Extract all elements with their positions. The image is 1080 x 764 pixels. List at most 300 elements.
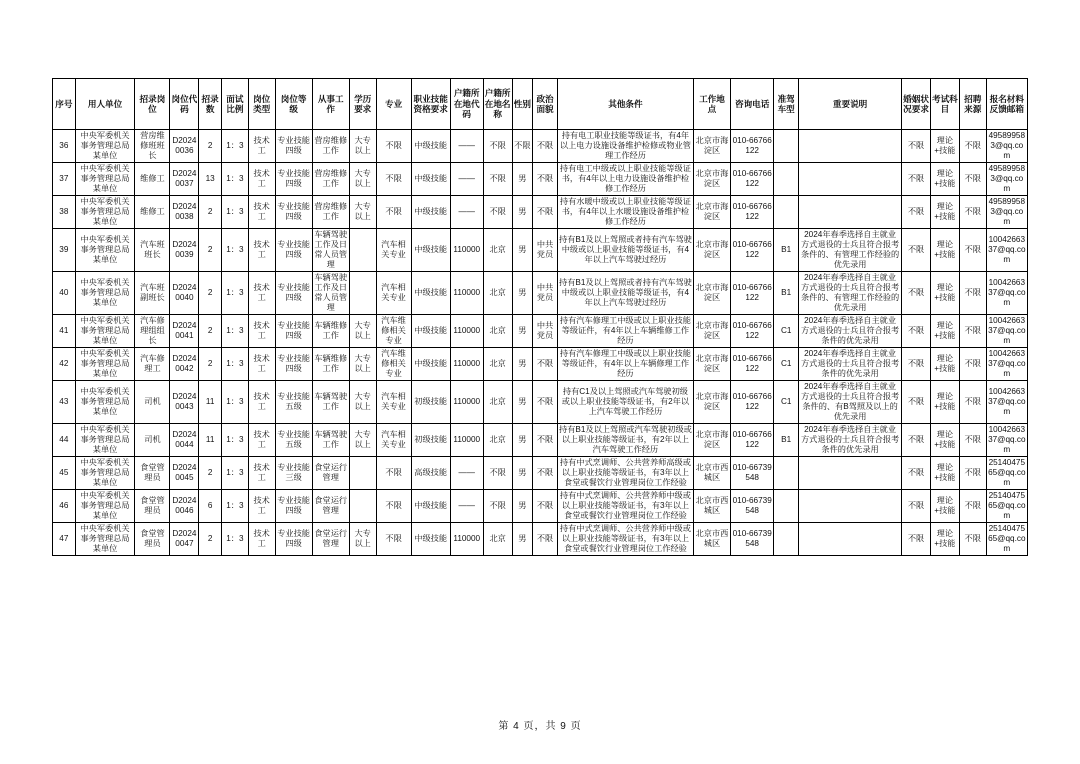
cell-edu: 大专以上 [349, 424, 376, 457]
cell-hk-code: 110000 [450, 272, 483, 315]
cell-other: 持有B1及以上驾照或者持有汽车驾驶中级或以上职业技能等级证书，有4年以上汽车驾驶过经历 [557, 229, 693, 272]
cell-other: 持有电工中级或以上职业技能等级证书，有4年以上电力设施设备维护检修工作经历 [557, 163, 693, 196]
cell-ratio: 1：3 [221, 523, 248, 556]
cell-unit: 中央军委机关事务管理总局某单位 [75, 457, 135, 490]
cell-hk-name: 北京 [483, 272, 512, 315]
col-code: 岗位代码 [170, 79, 199, 130]
cell-license [774, 196, 799, 229]
cell-other: 持有中式烹调师、公共营养师中级或以上职业技能等级证书，有3年以上食堂或餐饮行业管理岗位工作经验 [557, 490, 693, 523]
cell-work: 车辆驾驶工作 [312, 424, 349, 457]
cell-major: 汽车相关专业 [376, 424, 411, 457]
cell-unit: 中央军委机关事务管理总局某单位 [75, 163, 135, 196]
cell-hk-code: —— [450, 457, 483, 490]
cell-unit: 中央军委机关事务管理总局某单位 [75, 523, 135, 556]
col-email: 报名材料反馈邮箱 [986, 79, 1027, 130]
cell-ratio: 1：3 [221, 348, 248, 381]
cell-post: 汽车修理工 [135, 348, 170, 381]
table-body [53, 130, 1028, 556]
cell-email: 25140475 65@qq.com [986, 523, 1027, 556]
cell-count: 13 [199, 163, 222, 196]
cell-gender: 男 [512, 348, 533, 381]
cell-email: 10042663 37@qq.com [986, 272, 1027, 315]
cell-subject: 理论+技能 [930, 490, 959, 523]
cell-marriage: 不限 [902, 457, 931, 490]
cell-count: 2 [199, 457, 222, 490]
cell-place: 北京市海淀区 [693, 163, 730, 196]
cell-phone: 010-66739548 [731, 457, 774, 490]
cell-edu: 大专以上 [349, 523, 376, 556]
cell-subject: 理论+技能 [930, 196, 959, 229]
cell-ratio: 1：3 [221, 130, 248, 163]
cell-hk-name: 不限 [483, 490, 512, 523]
cell-source: 不限 [959, 523, 986, 556]
cell-skill: 中级技能 [411, 196, 450, 229]
cell-note [799, 163, 902, 196]
cell-political: 中共党员 [533, 272, 558, 315]
table-row [53, 523, 1028, 556]
cell-code: D2024 0037 [170, 163, 199, 196]
col-skill: 职业技能资格要求 [411, 79, 450, 130]
cell-unit: 中央军委机关事务管理总局某单位 [75, 196, 135, 229]
cell-major: 汽车维修相关专业 [376, 315, 411, 348]
cell-seq: 45 [53, 457, 76, 490]
table-header-row [53, 79, 1028, 130]
cell-place: 北京市海淀区 [693, 315, 730, 348]
cell-subject: 理论+技能 [930, 523, 959, 556]
col-subject: 考试科目 [930, 79, 959, 130]
cell-license: C1 [774, 348, 799, 381]
cell-ratio: 1：3 [221, 163, 248, 196]
cell-ratio: 1：3 [221, 490, 248, 523]
cell-type: 技术工 [248, 490, 275, 523]
cell-place: 北京市海淀区 [693, 272, 730, 315]
cell-marriage: 不限 [902, 130, 931, 163]
cell-email: 10042663 37@qq.com [986, 315, 1027, 348]
cell-level: 专业技能五级 [275, 381, 312, 424]
cell-hk-name: 不限 [483, 130, 512, 163]
cell-note [799, 490, 902, 523]
cell-email: 25140475 65@qq.com [986, 457, 1027, 490]
cell-phone: 010-66766122 [731, 196, 774, 229]
cell-major: 不限 [376, 490, 411, 523]
cell-place: 北京市海淀区 [693, 381, 730, 424]
cell-phone: 010-66766122 [731, 348, 774, 381]
cell-email: 49589958 3@qq.com [986, 163, 1027, 196]
cell-email: 25140475 65@qq.com [986, 490, 1027, 523]
cell-ratio: 1：3 [221, 272, 248, 315]
cell-marriage: 不限 [902, 490, 931, 523]
cell-gender: 男 [512, 272, 533, 315]
cell-phone: 010-66766122 [731, 381, 774, 424]
page-footer: 第 4 页，共 9 页 [498, 721, 582, 732]
table-row [53, 490, 1028, 523]
cell-ratio: 1：3 [221, 457, 248, 490]
cell-phone: 010-66739548 [731, 523, 774, 556]
cell-type: 技术工 [248, 229, 275, 272]
cell-post: 司机 [135, 424, 170, 457]
cell-work: 车辆驾驶工作 [312, 381, 349, 424]
cell-hk-name: 不限 [483, 163, 512, 196]
cell-work: 车辆维修工作 [312, 315, 349, 348]
cell-count: 2 [199, 523, 222, 556]
cell-seq: 37 [53, 163, 76, 196]
cell-source: 不限 [959, 490, 986, 523]
cell-major: 汽车相关专业 [376, 381, 411, 424]
cell-edu [349, 229, 376, 272]
cell-seq: 42 [53, 348, 76, 381]
table-row [53, 229, 1028, 272]
cell-count: 11 [199, 424, 222, 457]
cell-hk-name: 北京 [483, 523, 512, 556]
col-unit: 用人单位 [75, 79, 135, 130]
cell-work: 车辆驾驶工作及日常人员管理 [312, 229, 349, 272]
cell-source: 不限 [959, 196, 986, 229]
cell-note: 2024年春季选择自主就业方式退役的士兵且符合报考条件的优先录用 [799, 424, 902, 457]
cell-unit: 中央军委机关事务管理总局某单位 [75, 490, 135, 523]
cell-hk-code: 110000 [450, 381, 483, 424]
recruitment-table [52, 78, 1028, 556]
cell-subject: 理论+技能 [930, 130, 959, 163]
cell-place: 北京市西城区 [693, 457, 730, 490]
cell-ratio: 1：3 [221, 196, 248, 229]
cell-work: 营房维修工作 [312, 163, 349, 196]
cell-marriage: 不限 [902, 272, 931, 315]
cell-edu: 大专以上 [349, 196, 376, 229]
table-row [53, 272, 1028, 315]
cell-code: D2024 0041 [170, 315, 199, 348]
cell-gender: 男 [512, 457, 533, 490]
cell-code: D2024 0047 [170, 523, 199, 556]
cell-gender: 男 [512, 229, 533, 272]
cell-level: 专业技能四级 [275, 130, 312, 163]
cell-place: 北京市海淀区 [693, 424, 730, 457]
cell-license: B1 [774, 272, 799, 315]
cell-political: 中共党员 [533, 229, 558, 272]
cell-political: 不限 [533, 523, 558, 556]
cell-political: 不限 [533, 163, 558, 196]
cell-skill: 中级技能 [411, 229, 450, 272]
cell-post: 食堂管理员 [135, 523, 170, 556]
cell-type: 技术工 [248, 163, 275, 196]
cell-gender: 男 [512, 381, 533, 424]
cell-post: 营房维修班班长 [135, 130, 170, 163]
cell-skill: 中级技能 [411, 315, 450, 348]
cell-skill: 初级技能 [411, 381, 450, 424]
cell-marriage: 不限 [902, 348, 931, 381]
cell-email: 10042663 37@qq.com [986, 229, 1027, 272]
cell-source: 不限 [959, 315, 986, 348]
cell-code: D2024 0042 [170, 348, 199, 381]
cell-note [799, 457, 902, 490]
cell-subject: 理论+技能 [930, 381, 959, 424]
table-row [53, 348, 1028, 381]
col-work: 从事工作 [312, 79, 349, 130]
cell-post: 汽车班班长 [135, 229, 170, 272]
cell-source: 不限 [959, 130, 986, 163]
cell-type: 技术工 [248, 424, 275, 457]
cell-place: 北京市海淀区 [693, 130, 730, 163]
cell-subject: 理论+技能 [930, 229, 959, 272]
cell-type: 技术工 [248, 130, 275, 163]
cell-seq: 36 [53, 130, 76, 163]
table-row [53, 457, 1028, 490]
cell-note: 2024年春季选择自主就业方式退役的士兵且符合报考条件的优先录用 [799, 315, 902, 348]
cell-skill: 中级技能 [411, 523, 450, 556]
cell-gender: 男 [512, 490, 533, 523]
cell-note [799, 523, 902, 556]
cell-place: 北京市海淀区 [693, 348, 730, 381]
cell-political: 不限 [533, 196, 558, 229]
cell-type: 技术工 [248, 348, 275, 381]
cell-license [774, 130, 799, 163]
cell-work: 食堂运行管理 [312, 523, 349, 556]
col-other: 其他条件 [557, 79, 693, 130]
cell-count: 2 [199, 348, 222, 381]
cell-source: 不限 [959, 163, 986, 196]
cell-skill: 中级技能 [411, 348, 450, 381]
cell-hk-name: 不限 [483, 457, 512, 490]
cell-work: 车辆驾驶工作及日常人员管理 [312, 272, 349, 315]
cell-note [799, 130, 902, 163]
col-ratio: 面试比例 [221, 79, 248, 130]
cell-count: 2 [199, 229, 222, 272]
cell-source: 不限 [959, 381, 986, 424]
cell-count: 2 [199, 315, 222, 348]
col-major: 专业 [376, 79, 411, 130]
cell-marriage: 不限 [902, 163, 931, 196]
cell-work: 食堂运行管理 [312, 457, 349, 490]
table-row [53, 381, 1028, 424]
cell-marriage: 不限 [902, 523, 931, 556]
cell-type: 技术工 [248, 523, 275, 556]
cell-marriage: 不限 [902, 424, 931, 457]
cell-other: 持有B1及以上驾照或汽车驾驶初级或以上职业技能等级证书，有2年以上汽车驾驶工作经历 [557, 424, 693, 457]
col-license: 准驾车型 [774, 79, 799, 130]
cell-place: 北京市西城区 [693, 523, 730, 556]
cell-count: 11 [199, 381, 222, 424]
cell-phone: 010-66766122 [731, 229, 774, 272]
cell-license [774, 523, 799, 556]
cell-place: 北京市西城区 [693, 490, 730, 523]
cell-license: C1 [774, 315, 799, 348]
cell-skill: 中级技能 [411, 490, 450, 523]
cell-code: D2024 0039 [170, 229, 199, 272]
cell-source: 不限 [959, 348, 986, 381]
cell-other: 持有中式烹调师、公共营养师中级或以上职业技能等级证书，有3年以上食堂或餐饮行业管理岗位工作经验 [557, 523, 693, 556]
col-seq: 序号 [53, 79, 76, 130]
cell-phone: 010-66766122 [731, 163, 774, 196]
cell-license: C1 [774, 381, 799, 424]
cell-phone: 010-66766122 [731, 315, 774, 348]
cell-ratio: 1：3 [221, 315, 248, 348]
cell-gender: 男 [512, 196, 533, 229]
cell-political: 不限 [533, 490, 558, 523]
cell-ratio: 1：3 [221, 424, 248, 457]
cell-count: 6 [199, 490, 222, 523]
cell-post: 食堂管理员 [135, 490, 170, 523]
cell-note: 2024年春季选择自主就业方式退役的士兵且符合报考条件的优先录用 [799, 348, 902, 381]
cell-gender: 男 [512, 163, 533, 196]
table-row [53, 130, 1028, 163]
cell-count: 2 [199, 196, 222, 229]
col-hk-name: 户籍所在地名称 [483, 79, 512, 130]
cell-phone: 010-66766122 [731, 130, 774, 163]
col-political: 政治面貌 [533, 79, 558, 130]
cell-edu: 大专以上 [349, 130, 376, 163]
cell-major: 汽车相关专业 [376, 272, 411, 315]
cell-code: D2024 0038 [170, 196, 199, 229]
cell-level: 专业技能五级 [275, 424, 312, 457]
cell-place: 北京市海淀区 [693, 196, 730, 229]
cell-hk-code: —— [450, 130, 483, 163]
cell-code: D2024 0046 [170, 490, 199, 523]
table-row [53, 163, 1028, 196]
cell-hk-name: 北京 [483, 348, 512, 381]
cell-count: 2 [199, 272, 222, 315]
cell-seq: 47 [53, 523, 76, 556]
cell-political: 不限 [533, 424, 558, 457]
cell-license [774, 163, 799, 196]
cell-hk-name: 不限 [483, 196, 512, 229]
cell-hk-name: 北京 [483, 381, 512, 424]
cell-hk-code: 110000 [450, 523, 483, 556]
cell-subject: 理论+技能 [930, 348, 959, 381]
cell-seq: 39 [53, 229, 76, 272]
cell-edu [349, 272, 376, 315]
cell-hk-code: 110000 [450, 348, 483, 381]
col-type: 岗位类型 [248, 79, 275, 130]
cell-license [774, 457, 799, 490]
cell-political: 不限 [533, 457, 558, 490]
cell-seq: 44 [53, 424, 76, 457]
cell-political: 中共党员 [533, 315, 558, 348]
cell-work: 食堂运行管理 [312, 490, 349, 523]
cell-post: 维修工 [135, 196, 170, 229]
cell-license: B1 [774, 229, 799, 272]
col-source: 招聘来源 [959, 79, 986, 130]
cell-type: 技术工 [248, 457, 275, 490]
cell-note: 2024年春季选择自主就业方式退役的士兵且符合报考条件的、有B驾照及以上的优先录用 [799, 381, 902, 424]
cell-unit: 中央军委机关事务管理总局某单位 [75, 381, 135, 424]
cell-political: 不限 [533, 348, 558, 381]
cell-code: D2024 0040 [170, 272, 199, 315]
cell-phone: 010-66766122 [731, 424, 774, 457]
cell-post: 汽车修理组组长 [135, 315, 170, 348]
cell-other: 持有电工职业技能等级证书，有4年以上电力设施设备维护检修或物业管理工作经历 [557, 130, 693, 163]
cell-unit: 中央军委机关事务管理总局某单位 [75, 424, 135, 457]
cell-gender: 男 [512, 523, 533, 556]
cell-code: D2024 0043 [170, 381, 199, 424]
cell-type: 技术工 [248, 381, 275, 424]
cell-post: 汽车班副班长 [135, 272, 170, 315]
col-count: 招录数 [199, 79, 222, 130]
cell-hk-name: 北京 [483, 229, 512, 272]
cell-subject: 理论+技能 [930, 272, 959, 315]
cell-hk-code: 110000 [450, 315, 483, 348]
cell-phone: 010-66766122 [731, 272, 774, 315]
cell-edu: 大专以上 [349, 348, 376, 381]
cell-hk-name: 北京 [483, 424, 512, 457]
cell-count: 2 [199, 130, 222, 163]
col-phone: 咨询电话 [731, 79, 774, 130]
cell-work: 车辆维修工作 [312, 348, 349, 381]
cell-source: 不限 [959, 272, 986, 315]
cell-seq: 40 [53, 272, 76, 315]
cell-marriage: 不限 [902, 196, 931, 229]
cell-other: 持有B1及以上驾照或者持有汽车驾驶中级或以上职业技能等级证书，有4年以上汽车驾驶过经历 [557, 272, 693, 315]
cell-unit: 中央军委机关事务管理总局某单位 [75, 348, 135, 381]
col-level: 岗位等级 [275, 79, 312, 130]
cell-license [774, 490, 799, 523]
cell-edu: 大专以上 [349, 381, 376, 424]
cell-subject: 理论+技能 [930, 457, 959, 490]
col-post: 招录岗位 [135, 79, 170, 130]
cell-major: 汽车维修相关专业 [376, 348, 411, 381]
cell-marriage: 不限 [902, 315, 931, 348]
cell-seq: 41 [53, 315, 76, 348]
cell-code: D2024 0045 [170, 457, 199, 490]
cell-hk-code: —— [450, 163, 483, 196]
cell-post: 司机 [135, 381, 170, 424]
cell-work: 营房维修工作 [312, 130, 349, 163]
cell-major: 不限 [376, 523, 411, 556]
cell-unit: 中央军委机关事务管理总局某单位 [75, 272, 135, 315]
cell-skill: 中级技能 [411, 272, 450, 315]
cell-marriage: 不限 [902, 229, 931, 272]
cell-code: D2024 0044 [170, 424, 199, 457]
cell-post: 维修工 [135, 163, 170, 196]
cell-post: 食堂管理员 [135, 457, 170, 490]
cell-subject: 理论+技能 [930, 163, 959, 196]
cell-major: 不限 [376, 163, 411, 196]
cell-hk-name: 北京 [483, 315, 512, 348]
cell-gender: 男 [512, 315, 533, 348]
cell-gender: 不限 [512, 130, 533, 163]
cell-major: 汽车相关专业 [376, 229, 411, 272]
cell-phone: 010-66739548 [731, 490, 774, 523]
cell-edu: 大专以上 [349, 315, 376, 348]
cell-skill: 高级技能 [411, 457, 450, 490]
cell-license: B1 [774, 424, 799, 457]
cell-source: 不限 [959, 424, 986, 457]
col-edu: 学历要求 [349, 79, 376, 130]
cell-skill: 初级技能 [411, 424, 450, 457]
cell-edu: 大专以上 [349, 163, 376, 196]
cell-hk-code: 110000 [450, 424, 483, 457]
cell-political: 不限 [533, 130, 558, 163]
cell-level: 专业技能四级 [275, 315, 312, 348]
table-row [53, 424, 1028, 457]
cell-email: 49589958 3@qq.com [986, 196, 1027, 229]
cell-other: 持有中式烹调师、公共营养师高级或以上职业技能等级证书，有3年以上食堂或餐饮行业管理岗位工作经验 [557, 457, 693, 490]
cell-other: 持有汽车修理工中级或以上职业技能等级证件，有4年以上车辆修理工作经历 [557, 348, 693, 381]
cell-hk-code: —— [450, 196, 483, 229]
cell-ratio: 1：3 [221, 229, 248, 272]
table-row [53, 315, 1028, 348]
cell-major: 不限 [376, 457, 411, 490]
cell-seq: 38 [53, 196, 76, 229]
cell-skill: 中级技能 [411, 130, 450, 163]
cell-note: 2024年春季选择自主就业方式退役的士兵且符合报考条件的、有管理工作经验的优先录用 [799, 272, 902, 315]
col-place: 工作地点 [693, 79, 730, 130]
cell-note [799, 196, 902, 229]
cell-place: 北京市海淀区 [693, 229, 730, 272]
cell-marriage: 不限 [902, 381, 931, 424]
col-note: 重要说明 [799, 79, 902, 130]
cell-work: 营房维修工作 [312, 196, 349, 229]
cell-ratio: 1：3 [221, 381, 248, 424]
cell-level: 专业技能四级 [275, 523, 312, 556]
